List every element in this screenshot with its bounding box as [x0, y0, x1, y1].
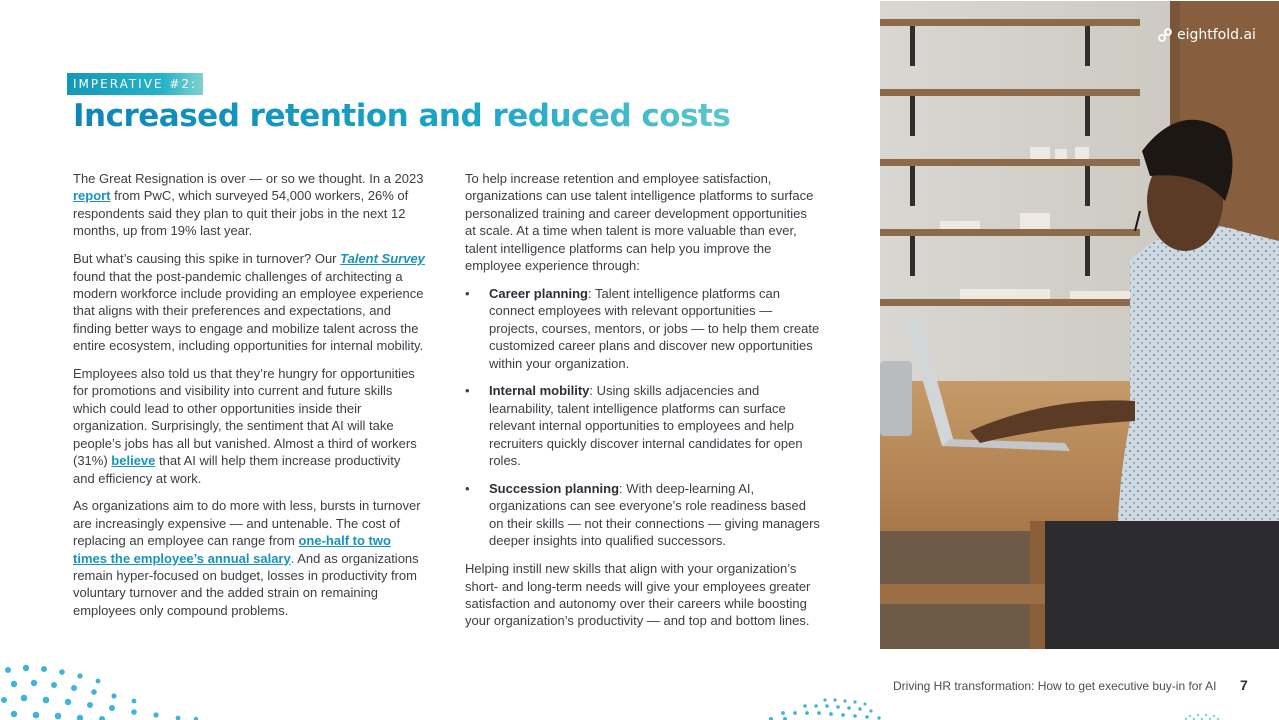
logo-text: eightfold.ai — [1177, 27, 1256, 43]
paragraph-turnover-cost — [73, 497, 425, 619]
list-item-title: Internal mobility — [489, 383, 590, 399]
paragraph-outro: Helping instill new skills that align with your organization’s short- and long-term needs will give your employees greater satisfaction and autonomy over their careers while boosting your organization’s productivity — and top and bottom lines. — [465, 561, 811, 629]
paragraph-survey — [73, 250, 425, 354]
left-column — [73, 170, 425, 630]
benefits-list — [465, 285, 820, 550]
bullet-icon: • — [465, 383, 470, 399]
list-item-internal-mobility — [465, 382, 820, 469]
list-item-text: : Using skills adjacencies and learnability, talent intelligence platforms can surface relevant internal opportunities to employees and help recruiters quickly discover internal candidates for open roles. — [489, 383, 803, 469]
text: that AI will help them increase productivity and efficiency at work. — [73, 453, 401, 486]
right-column — [465, 170, 820, 640]
dot-pattern-center — [765, 695, 895, 720]
bullet-icon: • — [465, 285, 470, 301]
list-item-text: : Talent intelligence platforms can connect employees with relevant opportunities — projects, courses, mentors, or jobs — to help them create customized career plans and discover new opportunities within your organization. — [489, 285, 820, 371]
paragraph-employees — [73, 365, 425, 487]
text: from PwC, which surveyed 54,000 workers, 26% of respondents said they plan to quit their jobs in the next 12 months, up from 19% last year. — [73, 188, 409, 239]
paragraph-intro: To help increase retention and employee satisfaction, organizations can use talent intelligence platforms to surface personalized training and career development opportunities at scale. At a time when talent is more valuable than ever, talent intelligence platforms can help you improve the employee experience through: — [465, 171, 814, 274]
dot-pattern-right — [1180, 710, 1230, 720]
text: As organizations aim to do more with less, bursts in turnover are increasingly expensive — and untenable. The cost of replacing an employee can range from — [73, 498, 421, 549]
talent-survey-link[interactable]: Talent Survey — [340, 251, 425, 267]
link-icon — [1157, 27, 1173, 43]
paragraph-resignation — [73, 170, 425, 240]
photo-illustration — [880, 1, 1279, 649]
page-number: 7 — [1240, 677, 1248, 693]
list-item-title: Succession planning — [489, 481, 620, 496]
dot-pattern-left — [0, 660, 230, 720]
list-item-career-planning — [465, 285, 820, 372]
text: found that the post-pandemic challenges of architecting a modern workforce include providing an employee experience that aligns with their preferences and expectations, and finding better ways to engage and mobilize talent across the entire ecosystem, including opportunities for internal mobility. — [73, 268, 424, 354]
salary-cost-link[interactable]: one-half to two times the employee’s annual salary — [73, 533, 391, 566]
bullet-icon: • — [465, 481, 470, 496]
footer-document-title: Driving HR transformation: How to get executive buy-in for AI — [893, 679, 1217, 693]
text: But what’s causing this spike in turnover? Our — [73, 251, 341, 267]
list-item-text: : With deep-learning AI, organizations can see everyone’s role readiness based on their skills — not their connections — giving managers deeper insights into qualified successors. — [489, 481, 820, 549]
eightfold-logo[interactable] — [1157, 27, 1256, 43]
imperative-tag: IMPERATIVE #2: — [67, 73, 203, 95]
hero-photo — [880, 1, 1279, 649]
text: . And as organizations remain hyper-focused on budget, losses in productivity from voluntary turnover and the added strain on remaining employees only compound problems. — [73, 550, 419, 618]
believe-link[interactable]: believe — [111, 453, 156, 469]
text: The Great Resignation is over — or so we thought. In a 2023 — [73, 171, 424, 186]
text: Employees also told us that they’re hungry for opportunities for promotions and visibility into current and future skills which could lead to other opportunities inside their organization. Surprisingly, the sentiment that AI will take people’s jobs has all but vanished. Almost a third of workers (31%) — [73, 366, 417, 469]
report-link[interactable]: report — [73, 188, 111, 204]
page-title: Increased retention and reduced costs — [73, 98, 731, 134]
list-item-title: Career planning — [489, 285, 588, 301]
list-item-succession-planning — [465, 480, 820, 550]
